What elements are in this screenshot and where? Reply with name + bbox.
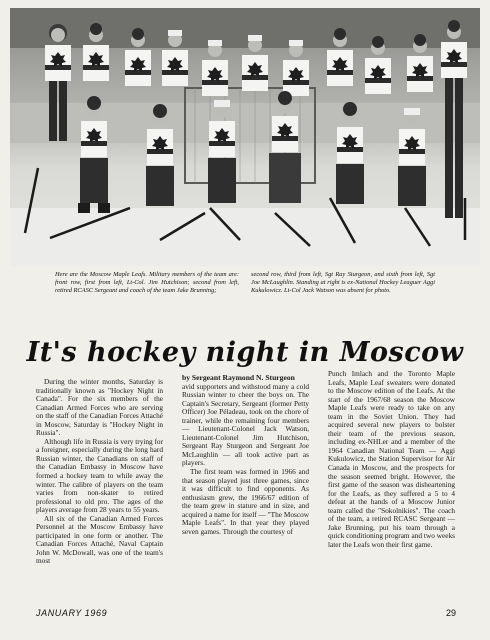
issue-date: JANUARY 1969: [36, 608, 108, 618]
team-photo: [10, 8, 480, 266]
column-1: [36, 378, 163, 566]
article-headline: It's hockey night in Moscow: [26, 337, 464, 368]
column-2: [182, 374, 309, 536]
paragraph: The first team was formed in 1966 and that season played just three games, since it was difficult to find opponents. As enthusiasm grew, the 1966/67 edition of the team grew in stature and in size, and acquired a name for itself — "The Moscow Maple Leafs". In that year they played seven games. Through the courtesy of: [182, 467, 309, 536]
column-3: [328, 370, 455, 549]
byline: by Sergeant Raymond N. Sturgeon: [182, 373, 295, 382]
paragraph: All six of the Canadian Armed Forces Personnel at the Moscow Embassy have participated in one form or another. The Canadian Forces Attaché, Naval Captain John W. McDowall, was one of the team's most: [36, 513, 163, 566]
paragraph: During the winter months, Saturday is traditionally known as "Hockey Night in Canada". For the six members of the Canadian Armed Forces who are serving on the staff of the Canadian Forces Attaché in Moscow, Saturday is "Hockey Night in Russia".: [36, 377, 163, 438]
paragraph: Although life in Russia is very trying for a foreigner, especially during the long hard Russian winter, the Canadians on staff of the Canadian Embassy in Moscow have formed a hockey team to while away the winter. The calibre of players on the team varies from non-skater to retired professional to old pro. The ages of the players average from 28 years to 55 years.: [36, 436, 163, 515]
caption-left: Here are the Moscow Maple Leafs. Military members of the team are: front row, first from left, Lt-Col. Jim Hutchison; second from left, retired RCASC Sergeant and coach of the team Jake Brunning;: [55, 271, 239, 295]
paragraph: avid supporters and withstood many a cold Russian winter to cheer the boys on. The Captain's Secretary, Sergeant (former Petty Officer) Joe Péladeau, took on the chore of trainer, while the remaining four members — Lieutenant-Colonel Jack Watson, Lieutenant-Colonel Jim Hutchison, Sergeant Ray Sturgeon and Sergeant Joe McLaughlin — all took active part as players.: [182, 381, 309, 468]
page-number: 29: [445, 608, 456, 618]
caption-right: second row, third from left, Sgt Ray Sturgeon, and sixth from left, Sgt Joe McLaughlin. Standing at right is ex-National Hockey Leaguer Aggi Kukulowicz. Lt-Col Jack Watson was absent for photo.: [251, 271, 435, 295]
paragraph: Punch Imlach and the Toronto Maple Leafs, Maple Leaf sweaters were donated to the Moscow edition of the Leafs. At the start of the 1967/68 season the Moscow Maple Leafs were ready to take on any team in the Soviet Union. They had acquired several new players to bolster their team of the previous season, including ex-NHLer and a member of the 1964 Canadian National Team — Aggi Kukulowicz, the Station Supervisor for Air Canada in Moscow, and the prospects for the season seemed bright. However, the first game of the season was disheartening for the Leafs, as they suffered a 5 to 4 defeat at the hands of a Moscow Junior team called the "Sokolnikies". The coach of the team, a retired RCASC Sergeant — Jake Brunning, put his team through a quick conditioning program and two weeks later the Leafs won their first game.: [328, 369, 455, 549]
